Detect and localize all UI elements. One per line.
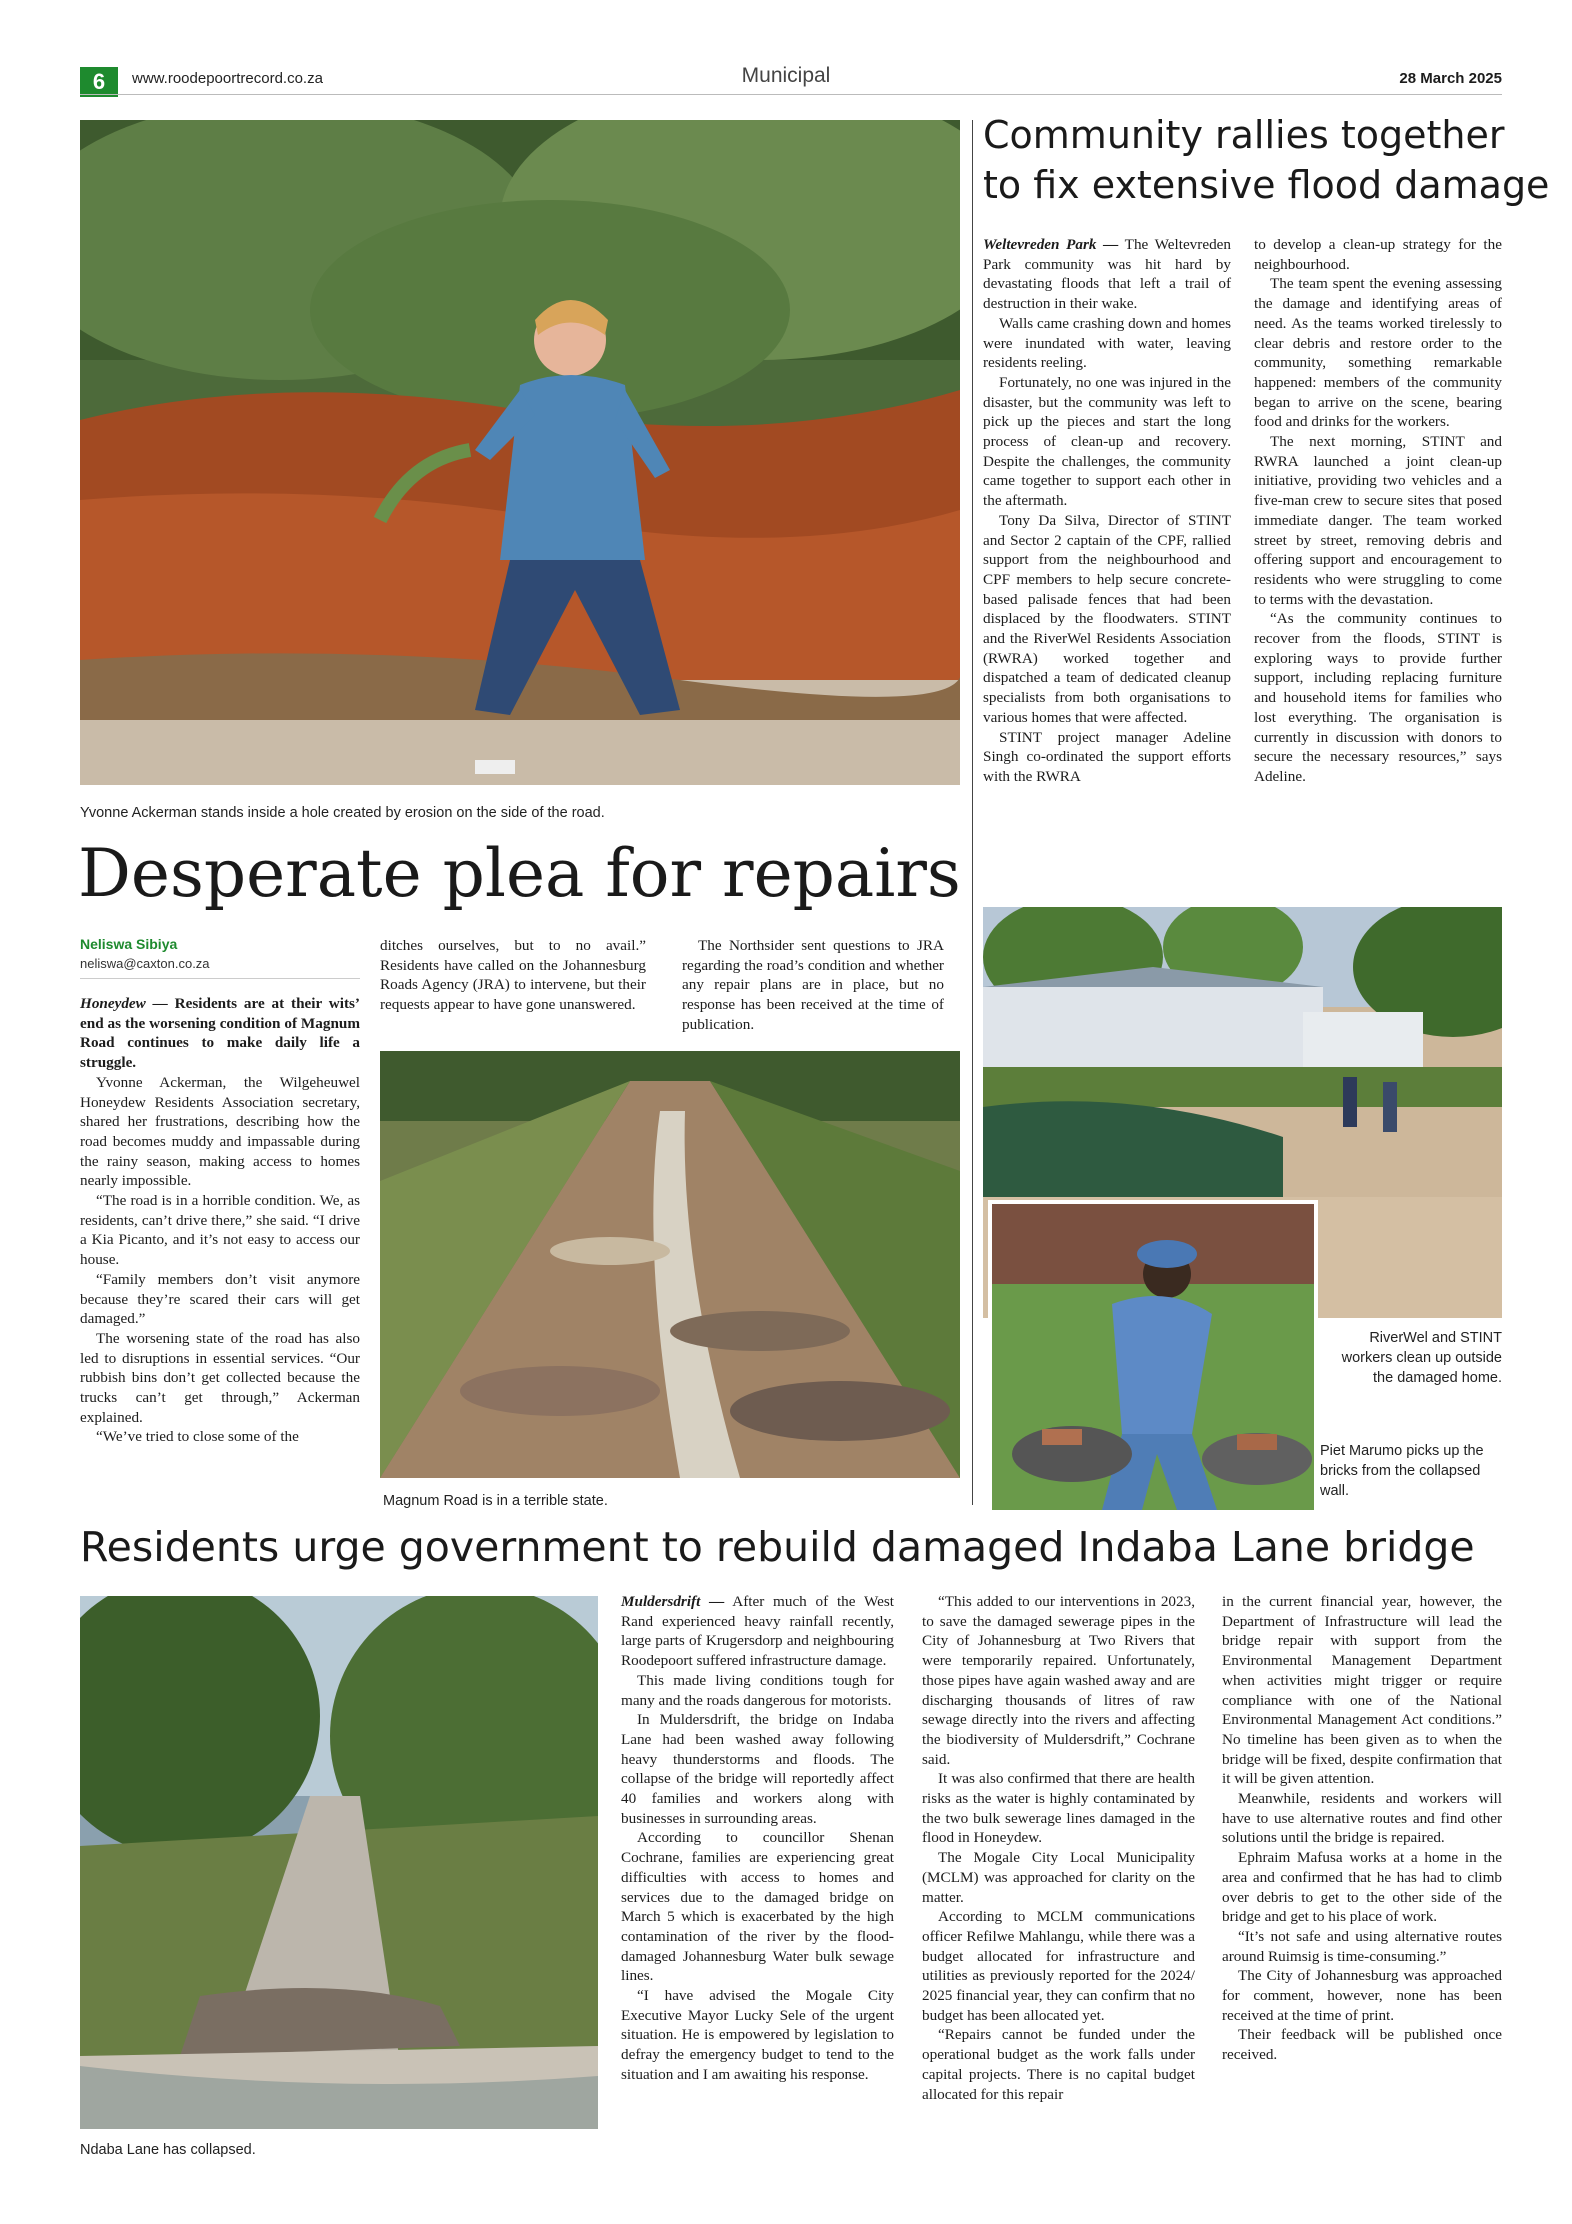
- story1-lede-text: Residents are at their wits’ end as the worsening condition of Magnum Road continues to make daily life a struggle.: [80, 995, 360, 1072]
- erosion-photo-caption: Yvonne Ackerman stands inside a hole created by erosion on the side of the road.: [80, 805, 605, 821]
- column-divider: [972, 120, 973, 1505]
- paragraph: This made living conditions tough for many and the roads dangerous for motorists.: [621, 1671, 894, 1709]
- paragraph: “It’s not safe and using alternative routes around Ruimsig is time-consuming.”: [1222, 1927, 1502, 1965]
- issue-date: 28 March 2025: [1399, 70, 1502, 87]
- story2-dateline: Weltevreden Park —: [983, 236, 1119, 253]
- story2-column-1: [983, 235, 1231, 787]
- paragraph: Meanwhile, residents and workers will have to use alternative routes and find other solutions until the bridge is repaired.: [1222, 1790, 1502, 1847]
- paragraph: Fortunately, no one was injured in the disaster, but the community was left to pick up the pieces and start the long process of clean-up and recovery. Despite the challenges, the community came together to support each other in the aftermath.: [983, 373, 1231, 510]
- erosion-photo: [80, 120, 960, 785]
- paragraph: Yvonne Ackerman, the Wilgeheuwel Honeydew Residents Association secretary, shared her frustrations, describing how the road becomes muddy and impassable during the rainy season, making access to homes nearly impossible.: [80, 1073, 360, 1190]
- paragraph: “This added to our interventions in 2023, to save the damaged sewerage pipes in the City of Johannesburg at Two Rivers that were temporarily repaired. Unfortunately, those pipes have again washed away and are discharging thousands of litres of raw sewage directly into the rivers and affecting the biodiversity of Muldersdrift,” Cochrane said.: [922, 1593, 1195, 1768]
- paragraph: Walls came crashing down and homes were inundated with water, leaving residents reeling.: [983, 314, 1232, 372]
- story2-headline-line-2: to fix extensive flood damage: [983, 163, 1550, 207]
- story2-lede: [983, 235, 1231, 314]
- website-url[interactable]: www.roodepoortrecord.co.za: [132, 70, 323, 87]
- paragraph: Tony Da Silva, Director of STINT and Sector 2 captain of the CPF, rallied support from the neighbourhood and CPF members to help secure concrete-based palisade fences that had been displaced by the floodwaters. STINT and the RiverWel Residents Association (RWRA) worked together and dispatched a team of dedicated cleanup specialists from both organisations to various homes that were affected.: [983, 511, 1231, 726]
- paragraph: “Repairs cannot be funded under the operational budget as the work falls under capital projects. There is no capital budget allocated for this repair: [922, 2026, 1195, 2103]
- byline-author: Neliswa Sibiya: [80, 936, 178, 952]
- paragraph: “As the community continues to recover from the floods, STINT is exploring ways to provide further support, including replacing furniture and household items for families who lost everything. The organisation is currently in discussion with donors to secure the necessary resources,” says Adeline.: [1254, 610, 1502, 785]
- story2-headline-line-1: Community rallies together: [983, 113, 1505, 157]
- story1-headline: Desperate plea for repairs: [78, 835, 961, 912]
- header-rule: [80, 94, 1502, 95]
- paragraph: The team spent the evening assessing the damage and identifying areas of need. As the teams worked tirelessly to clear debris and restore order to the community, something remarkable happened: members of the community began to arrive on the scene, bearing food and drinks for the workers.: [1254, 275, 1502, 431]
- story3-column-3: [1222, 1592, 1502, 2065]
- story3-column-2: [922, 1592, 1195, 2104]
- paragraph: to develop a clean-up strategy for the neighbourhood.: [1254, 236, 1502, 273]
- paragraph: Ephraim Mafusa works at a home in the area and confirmed that he has had to climb over debris to get to the other side of the bridge and get to his place of work.: [1222, 1849, 1502, 1926]
- paragraph: According to councillor Shenan Cochrane, families are experiencing great difficulties with access to homes and services due to the damaged bridge on March 5 which is exacerbated by the high contamination of the river by the flood-damaged Johannesburg Water bulk sewage lines.: [621, 1829, 894, 1985]
- magnum-road-photo: [380, 1051, 960, 1478]
- story3-dateline: Muldersdrift —: [621, 1593, 725, 1610]
- paragraph: ditches ourselves, but to no avail.” Residents have called on the Johannesburg Roads Agency (JRA) to intervene, but their requests appear to have gone unanswered.: [380, 937, 646, 1014]
- story3-lede-text: After much of the West Rand experienced heavy rainfall recently, large parts of Krugersdorp and neighbouring Roodepoort suffered infrastructure damage.: [621, 1593, 895, 1670]
- paragraph: The Mogale City Local Municipality (MCLM) was approached for clarity on the matter.: [922, 1849, 1195, 1906]
- paragraph: in the current financial year, however, the Department of Infrastructure will lead the bridge repair with support from the Environmental Management Department when activities might trigger or require compliance with one of the National Environmental Management Act conditions.” No timeline has been given as to when the bridge will be fixed, despite confirmation that it will be given attention.: [1222, 1593, 1502, 1788]
- byline-rule: [80, 978, 360, 979]
- story1-lede: [80, 994, 360, 1073]
- cleanup-house-caption: RiverWel and STINT workers clean up outside the damaged home.: [1341, 1330, 1502, 1386]
- paragraph: The City of Johannesburg was approached for comment, however, none has been received at the time of print.: [1222, 1967, 1502, 2024]
- story2-lede-text: The Weltevreden Park community was hit hard by devastating floods that left a trail of destruction in their wake.: [983, 236, 1231, 313]
- story1-column-1: [80, 994, 360, 1447]
- story3-lede: [621, 1592, 894, 1671]
- paragraph: The Northsider sent questions to JRA regarding the road’s condition and whether any repair plans are in place, but no response has been received at the time of publication.: [682, 937, 944, 1033]
- byline-email[interactable]: neliswa@caxton.co.za: [80, 956, 210, 971]
- indaba-bridge-caption: Ndaba Lane has collapsed.: [80, 2142, 256, 2158]
- section-title: Municipal: [741, 64, 831, 87]
- story1-column-3: [682, 936, 944, 1035]
- story1-column-2: [380, 936, 646, 1015]
- paragraph: In Muldersdrift, the bridge on Indaba Lane had been washed away following heavy thunderstorms and floods. The collapse of the bridge will reportedly affect 40 families and workers along with businesses in surrounding areas.: [621, 1711, 894, 1827]
- story3-headline: Residents urge government to rebuild damaged Indaba Lane bridge: [80, 1523, 1475, 1571]
- paragraph: “We’ve tried to close some of the: [96, 1428, 299, 1446]
- magnum-road-caption: Magnum Road is in a terrible state.: [383, 1493, 608, 1509]
- paragraph: According to MCLM communications officer Refilwe Mahlangu, while there was a budget allocated for infrastructure and utilities as previously reported for the 2024/ 2025 financial year, they can confirm that no budget has been allocated yet.: [922, 1908, 1195, 2024]
- paragraph: “The road is in a horrible condition. We, as residents, can’t drive there,” she said. “I drive a Kia Picanto, and it’s not easy to access our house.: [80, 1192, 360, 1269]
- paragraph: Their feedback will be published once received.: [1222, 2026, 1502, 2064]
- story1-dateline: Honeydew —: [80, 995, 168, 1012]
- story3-column-1: [621, 1592, 894, 2085]
- worker-bricks-photo: [988, 1200, 1318, 1514]
- paragraph: STINT project manager Adeline Singh co-ordinated the support efforts with the RWRA: [983, 728, 1231, 785]
- story2-headline: [983, 110, 1549, 210]
- paragraph: The next morning, STINT and RWRA launched a joint clean-up initiative, providing two vehicles and a five-man crew to secure sites that posed immediate danger. The team worked street by street, removing debris and offering support and encouragement to residents who were struggling to come to terms with the devastation.: [1254, 433, 1502, 608]
- story2-column-2: [1254, 235, 1502, 787]
- worker-bricks-caption: Piet Marumo picks up the bricks from the collapsed wall.: [1320, 1443, 1484, 1499]
- paragraph: “I have advised the Mogale City Executive Mayor Lucky Sele of the urgent situation. He is empowered by legislation to defray the emergency budget to tend to the situation and I am awaiting his response.: [621, 1987, 894, 2083]
- page-number: 6: [80, 67, 118, 97]
- paragraph: The worsening state of the road has also led to disruptions in essential services. “Our rubbish bins don’t get collected because the trucks can’t get through,” Ackerman explained.: [80, 1329, 360, 1426]
- paragraph: It was also confirmed that there are health risks as the water is highly contaminated by the two bulk sewerage lines damaged in the flood in Honeydew.: [922, 1770, 1195, 1847]
- indaba-bridge-photo: [80, 1596, 598, 2129]
- paragraph: “Family members don’t visit anymore because they’re scared their cars will get damaged.”: [80, 1270, 360, 1328]
